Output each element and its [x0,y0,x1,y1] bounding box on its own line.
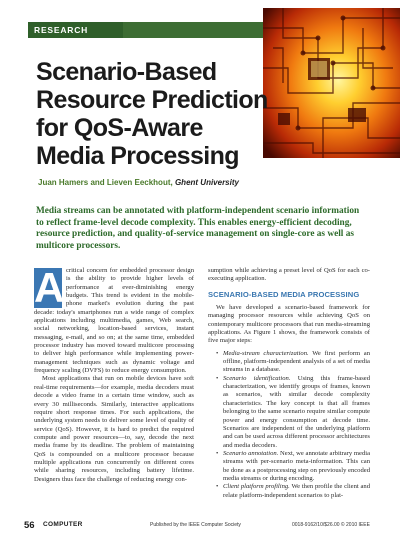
list-item-term: Media-stream characterization. [223,349,309,357]
drop-cap: A [34,264,65,311]
list-item-text: We first perform an offline, platform-independent analysis of a set of media streams in a database. [223,349,370,374]
list-item [216,483,370,500]
paragraph: critical concern for embedded processor design is the ability to provide higher levels of performance at ever-diminishing energy budgets. This trend is evident in the mobile-phone market's evolution during the past decade: today's smartphones run a wide range of complex applications including multimedia, games, Web search, social networking, location-based services, instant messaging, e-mail, and so on; at the same time, embedded processor industry has moved toward multicore processing to deliver high performance while implementing power-management techniques such as dynamic voltage and frequency scaling (DVFS) to reduce energy consumption. [34,267,194,375]
body-column-right [208,267,370,500]
list-item [216,375,370,450]
abstract: Media streams can be annotated with platform-independent scenario information to reflect frame-level decode complexity. This enables energy-efficient decoding, resource prediction, and quality-of-service management on single-core as well as multicore processors. [36,206,360,251]
issn-line: 0018-9162/10/$26.00 © 2010 IEEE [292,522,370,528]
list-item-text: Next, we annotate arbitrary media streams with per-scenario meta-information. This can be done as a postprocessing step on previously encoded media streams or during encoding. [223,449,371,482]
page-number: 56 [24,520,35,531]
title-line: Resource Prediction [36,86,268,114]
section-label: RESEARCH FEATURE [28,22,123,38]
byline [38,178,239,187]
author-names: Juan Hamers and Lieven Eeckhout, [38,178,173,187]
article-title [36,58,296,170]
list-item [216,350,370,375]
author-affiliation: Ghent University [174,178,239,187]
paragraph: sumption while achieving a preset level of QoS for each co-executing application. [208,267,370,283]
paragraph: Most applications that run on mobile devices have soft real-time requirements—for example, media decoders must decode a video frame in a certain time window, such as every 30 milliseconds. Similarly, interactive applications require short response times. For such applications, the underlying system needs to deliver some level of quality of service (QoS). However, it is hard to predict the required compute and power resources—to, say, decode the next media frame by its deadline. The problem of maintaining QoS is compounded on a multicore processor because multiple applications run concurrently on different cores while sharing resources, including battery lifetime. Designers thus face the challenge of reducing energy con- [34,375,194,483]
article-header [0,0,400,187]
list-item-text: We then profile the client and relate platform-independent scenarios to plat- [223,483,370,499]
body-column-left [34,264,194,484]
title-line: Scenario-Based [36,58,217,86]
list-item [216,450,370,483]
paragraph: We have developed a scenario-based framework for managing processor resources while achieving QoS on contemporary multicore processors that run media-streaming applications. As Figure 1 shows, the framework consists of five major steps: [208,304,370,345]
publisher-line: Published by the IEEE Computer Society [150,522,241,528]
magazine-name: COMPUTER [43,521,83,528]
page-footer [0,515,400,537]
section-heading: SCENARIO-BASED MEDIA PROCESSING [208,289,360,299]
list-item-term: Scenario identification. [223,374,291,382]
section-rule [123,22,263,38]
steps-list [208,350,370,500]
list-item-term: Scenario annotation. [223,449,279,457]
list-item-term: Client platform profiling. [223,483,290,491]
title-line: Media Processing [36,142,239,170]
title-line: for QoS-Aware [36,114,203,142]
list-item-text: Using this frame-based characterization, we identify groups of frames, known as scenarios, with similar decode complexity characteristics. The key concept is that all frames belonging to the same scenario require similar compute power and energy consumption at decode time. Scenarios are independent of the underlying platform and can be used across different processor architectures and media decoders. [223,374,370,449]
